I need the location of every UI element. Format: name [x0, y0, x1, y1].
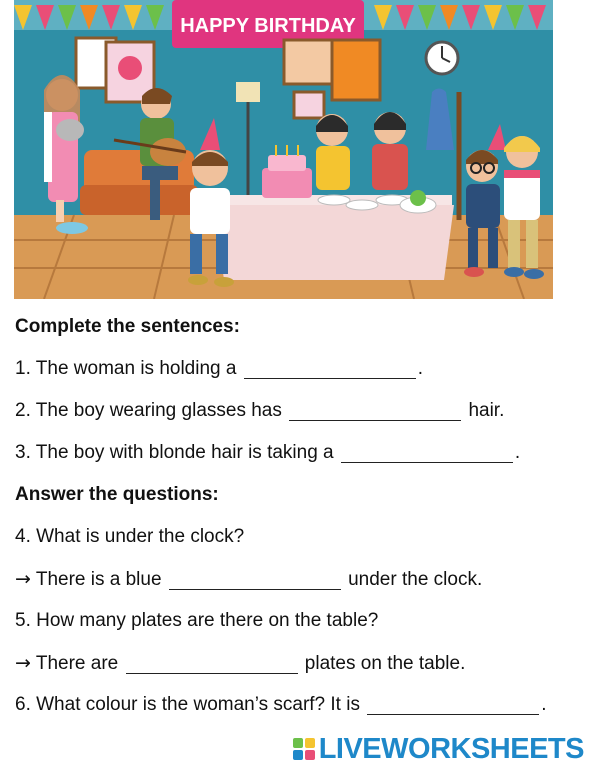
banner-text: HAPPY BIRTHDAY	[180, 15, 356, 37]
answer-5	[15, 651, 465, 676]
question-1	[15, 357, 423, 381]
section-title-complete: Complete the sentences:	[15, 316, 240, 337]
girl-smiling	[372, 112, 408, 190]
q3-answer-field[interactable]	[341, 444, 513, 463]
question-3	[15, 441, 520, 465]
question-4-text: 4. What is under the clock?	[15, 526, 245, 547]
q6-end: .	[541, 694, 547, 715]
arrow-icon: →	[15, 568, 31, 590]
arrow-icon: →	[15, 652, 31, 674]
q4-answer-field[interactable]	[169, 571, 341, 590]
wall-clock	[426, 42, 458, 74]
logo-blocks-icon	[293, 738, 315, 760]
a5-end: plates on the table.	[304, 653, 466, 674]
q6-answer-field[interactable]	[367, 696, 539, 715]
answer-4	[15, 567, 482, 592]
q1-end: .	[417, 358, 424, 379]
birthday-party-illustration	[14, 0, 553, 299]
q2-end: hair.	[468, 400, 505, 421]
a5-text: There are	[35, 653, 119, 674]
question-6	[15, 693, 547, 717]
q2-answer-field[interactable]	[289, 402, 461, 421]
a4-end: under the clock.	[348, 569, 483, 590]
question-5-text: 5. How many plates are there on the table?	[15, 610, 379, 631]
q5-answer-field[interactable]	[126, 655, 298, 674]
q3-end: .	[514, 442, 521, 463]
a4-text: There is a blue	[35, 569, 162, 590]
q1-answer-field[interactable]	[244, 360, 416, 379]
logo-text: LIVEWORKSHEETS	[318, 732, 584, 765]
q1-text: 1. The woman is holding a	[15, 358, 237, 379]
liveworksheets-logo[interactable]	[293, 733, 584, 765]
q3-text: 3. The boy with blonde hair is taking a	[15, 442, 334, 463]
q6-text: 6. What colour is the woman’s scarf? It is	[15, 694, 360, 715]
girl-clapping	[316, 114, 350, 190]
section-title-answer: Answer the questions:	[15, 484, 219, 505]
q2-text: 2. The boy wearing glasses has	[15, 400, 282, 421]
question-2	[15, 399, 504, 423]
